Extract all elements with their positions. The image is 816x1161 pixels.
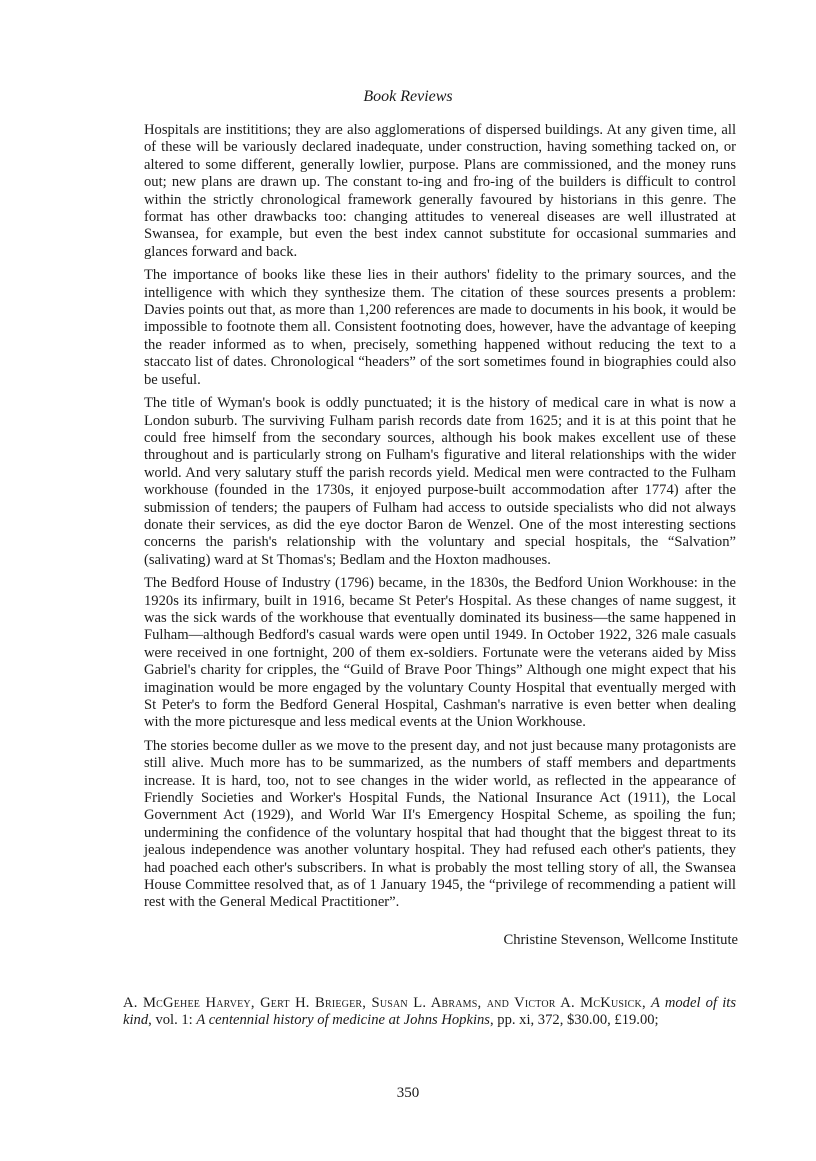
paragraph-1: Hospitals are instititions; they are also agglomerations of dispersed buildings. At any given time, all of these will be variously declared inadequate, under construction, having something tacked on, or altered to some different, generally lowlier, purpose. Plans are commissioned, and the money runs out; new plans are drawn up. The constant to-ing and fro-ing of the builders is difficult to control within the strictly chronological framework generally favoured by historians in this genre. The format has other drawbacks too: changing attitudes to venereal diseases are well illustrated at Swansea, for example, but even the best index cannot substitute for occasional summaries and glances forward and back.	[144, 122, 736, 260]
review-title-part2: A centennial history of medicine at Johns Hopkins	[196, 1012, 490, 1029]
next-review-heading	[123, 995, 736, 1030]
running-head: Book Reviews	[363, 88, 453, 105]
reviewer-signature: Christine Stevenson, Wellcome Institute	[503, 932, 738, 948]
paragraph-3: The title of Wyman's book is oddly punctuated; it is the history of medical care in what is now a London suburb. The surviving Fulham parish records date from 1625; and it is at this point that he could free himself from the secondary sources, although his book makes excellent use of these throughout and is particularly strong on Fulham's figurative and literal relationships with the wider world. And very salutary stuff the parish records yield. Medical men were contracted to the Fulham workhouse (founded in the 1730s, it enjoyed purpose-built accommodation after 1774) after the submission of tenders; the paupers of Fulham had access to outside specialists who did not always donate their services, as did the eye doctor Baron de Wenzel. One of the most interesting sections concerns the parish's relationship with the voluntary and special hospitals, the “Salvation” (salivating) ward at St Thomas's; Bedlam and the Hoxton madhouses.	[144, 395, 736, 568]
review-body	[144, 122, 736, 918]
paragraph-4: The Bedford House of Industry (1796) became, in the 1830s, the Bedford Union Workhouse: in the 1920s its infirmary, built in 1916, became St Peter's Hospital. As these changes of name suggest, it was the sick wards of the workhouse that eventually dominated its business—the same happened in Fulham—although Bedford's casual wards were open until 1949. In October 1922, 326 male casuals were received in one fortnight, 200 of them ex-soldiers. Fortunate were the veterans aided by Miss Gabriel's charity for cripples, the “Guild of Brave Poor Things” Although one might expect that his imagination would be more engaged by the voluntary County Hospital that eventually merged with St Peter's to form the Bedford General Hospital, Cashman's narrative is even better when dealing with the more picturesque and less medical events at the Union Workhouse.	[144, 575, 736, 731]
review-title-part1: A model of its kind	[123, 995, 736, 1029]
review-details: , pp. xi, 372, $30.00, £19.00;	[489, 1012, 659, 1029]
page-number: 350	[396, 1085, 420, 1101]
review-volume: , vol. 1:	[148, 1012, 197, 1029]
paragraph-5: The stories become duller as we move to the present day, and not just because many protagonists are still alive. Much more has to be summarized, as the numbers of staff members and departments increase. It is hard, too, not to see changes in the wider world, as reflected in the appearance of Friendly Societies and Worker's Hospital Funds, the National Insurance Act (1911), the Local Government Act (1929), and World War II's Emergency Hospital Scheme, as spoiling the fun; undermining the confidence of the voluntary hospital that had thought that the biggest threat to its jealous independence was another voluntary hospital. They had refused each other's patients, they had poached each other's subscribers. In what is probably the most telling story of all, the Swansea House Committee resolved that, as of 1 January 1945, the “privilege of recommending a patient will rest with the General Medical Practitioner”.	[144, 737, 736, 911]
paragraph-2: The importance of books like these lies in their authors' fidelity to the primary sources, and the intelligence with which they synthesize them. The citation of these sources presents a problem: Davies points out that, as more than 1,200 references are made to documents in his book, it would be impossible to footnote them all. Consistent footnoting does, however, have the advantage of keeping the reader informed as to when, precisely, something happened without reducing the text to a staccato list of dates. Chronological “headers” of the sort sometimes found in biographies could also be useful.	[144, 267, 736, 388]
review-authors: A. McGehee Harvey, Gert H. Brieger, Susan L. Abrams, and Victor A. McKusick,	[123, 995, 646, 1011]
